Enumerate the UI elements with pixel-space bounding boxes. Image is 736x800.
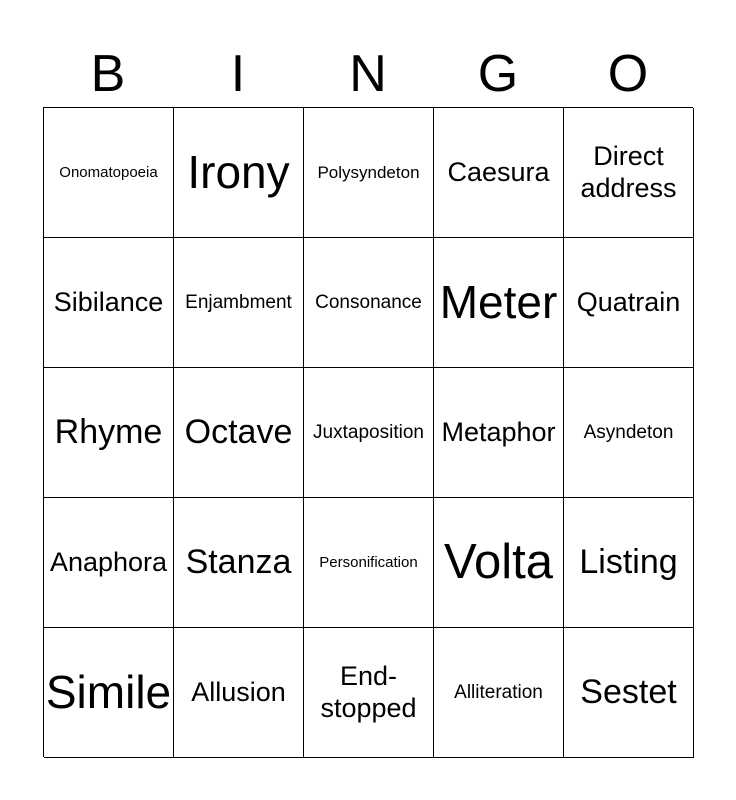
bingo-cell[interactable]: Personification bbox=[304, 498, 434, 628]
bingo-cell[interactable]: Consonance bbox=[304, 238, 434, 368]
bingo-cell[interactable]: Simile bbox=[44, 628, 174, 758]
bingo-cell[interactable]: Enjambment bbox=[174, 238, 304, 368]
bingo-cell[interactable]: Stanza bbox=[174, 498, 304, 628]
bingo-cell[interactable]: Irony bbox=[174, 108, 304, 238]
bingo-cell[interactable]: Volta bbox=[434, 498, 564, 628]
bingo-cell[interactable]: Direct address bbox=[564, 108, 694, 238]
bingo-cell[interactable]: Metaphor bbox=[434, 368, 564, 498]
header-letter-n: N bbox=[349, 45, 387, 103]
header-letter-i: I bbox=[230, 45, 246, 103]
bingo-cell[interactable]: Sestet bbox=[564, 628, 694, 758]
bingo-cell[interactable]: Allusion bbox=[174, 628, 304, 758]
header-letter-g: G bbox=[477, 45, 519, 103]
bingo-cell[interactable]: Quatrain bbox=[564, 238, 694, 368]
bingo-cell[interactable]: Octave bbox=[174, 368, 304, 498]
bingo-board bbox=[43, 107, 693, 757]
bingo-cell[interactable]: Anaphora bbox=[44, 498, 174, 628]
header-letter-b: B bbox=[90, 45, 126, 103]
bingo-cell[interactable]: End-stopped bbox=[304, 628, 434, 758]
header-letter-o: O bbox=[607, 45, 649, 103]
bingo-header bbox=[43, 40, 693, 108]
bingo-cell[interactable]: Asyndeton bbox=[564, 368, 694, 498]
bingo-cell[interactable]: Alliteration bbox=[434, 628, 564, 758]
bingo-cell[interactable]: Meter bbox=[434, 238, 564, 368]
bingo-cell[interactable]: Polysyndeton bbox=[304, 108, 434, 238]
bingo-cell[interactable]: Caesura bbox=[434, 108, 564, 238]
bingo-cell[interactable]: Listing bbox=[564, 498, 694, 628]
bingo-cell[interactable]: Juxtaposition bbox=[304, 368, 434, 498]
bingo-cell[interactable]: Onomatopoeia bbox=[44, 108, 174, 238]
bingo-cell[interactable]: Sibilance bbox=[44, 238, 174, 368]
bingo-cell[interactable]: Rhyme bbox=[44, 368, 174, 498]
